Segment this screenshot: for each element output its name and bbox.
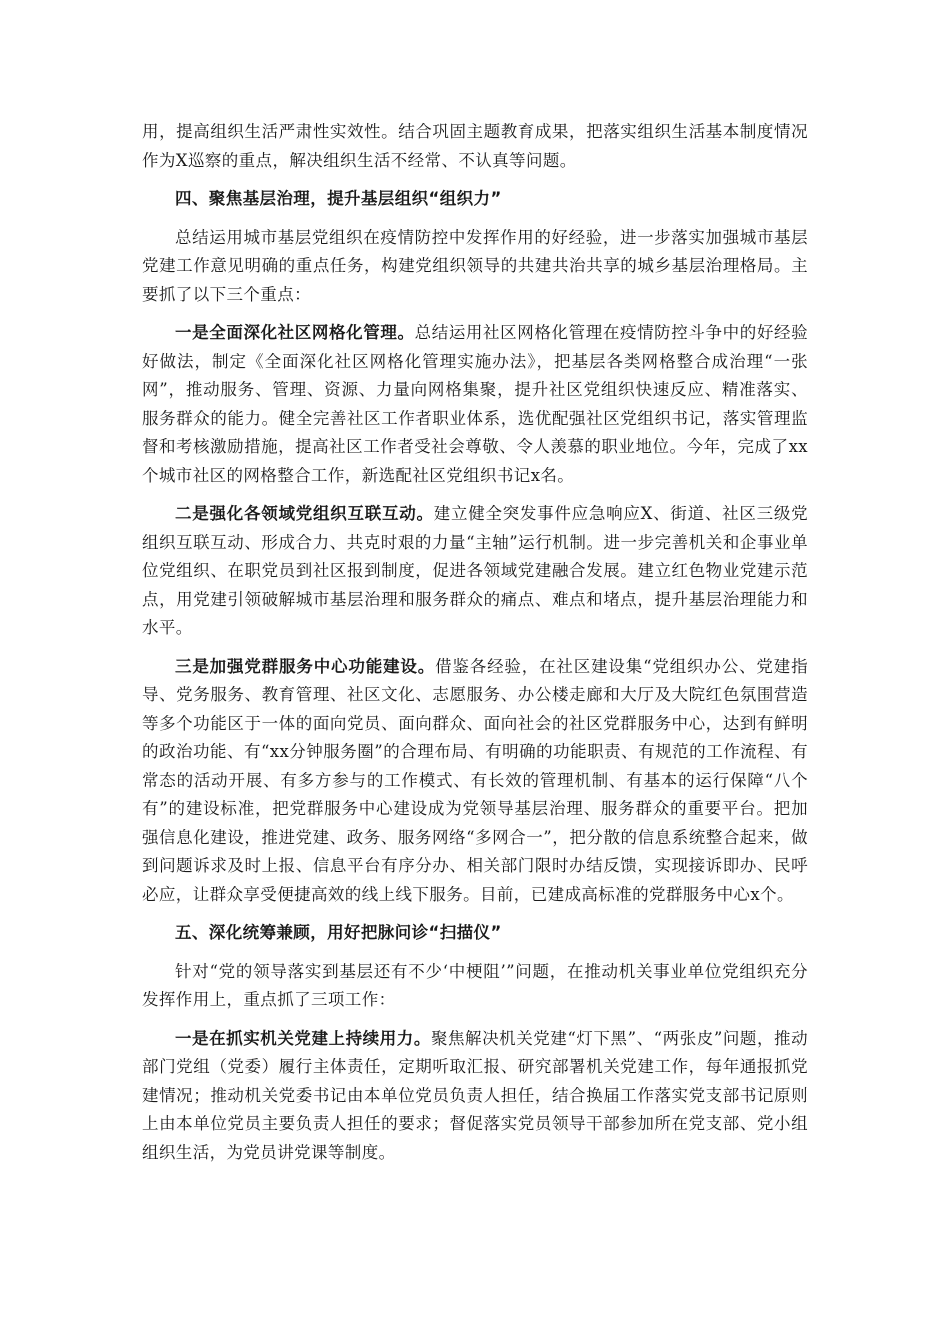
section-heading-4: 四、聚焦基层治理，提升基层组织“组织力”: [175, 189, 502, 208]
item-lead: 三是加强党群服务中心功能建设。: [175, 656, 436, 676]
section-4-item-3: [142, 653, 808, 910]
item-lead: 二是强化各领域党组织互联互动。: [175, 504, 434, 523]
item-lead: 一是全面深化社区网格化管理。: [175, 323, 415, 342]
document-body: [142, 118, 808, 1177]
section-5-item-1: [142, 1025, 808, 1168]
section-5-intro: 针对“党的领导落实到基层还有不少‘中梗阻’”问题，在推动机关事业单位党组织充分发挥作用上，重点抓了三项工作：: [142, 961, 808, 1009]
item-lead: 一是在抓实机关党建上持续用力。: [175, 1028, 431, 1048]
item-body: 总结运用社区网格化管理在疫情防控斗争中的好经验好做法，制定《全面深化社区网格化管理实施办法》，把基层各类网格整合成治理“一张网”，推动服务、管理、资源、力量向网格集聚，提升社区党组织快速反应、精准落实、服务群众的能力。健全完善社区工作者职业体系，选优配强社区党组织书记，落实管理监督和考核激励措施，提高社区工作者受社会尊敬、令人羡慕的职业地位。今年，完成了xx个城市社区的网格整合工作，新选配社区党组织书记x名。: [142, 323, 808, 485]
item-body: 借鉴各经验，在社区建设集“党组织办公、党建指导、党务服务、教育管理、社区文化、志愿服务、办公楼走廊和大厅及大院红色氛围营造等多个功能区于一体的面向党员、面向群众、面向社会的社区党群服务中心，达到有鲜明的政治功能、有“xx分钟服务圈”的合理布局、有明确的功能职责、有规范的工作流程、有常态的活动开展、有多方参与的工作模式、有长效的管理机制、有基本的运行保障“八个有”的建设标准，把党群服务中心建设成为党领导基层治理、服务群众的重要平台。把加强信息化建设，推进党建、政务、服务网络“多网合一”，把分散的信息系统整合起来，做到问题诉求及时上报、信息平台有序分办、相关部门限时办结反馈，实现接诉即办、民呼必应，让群众享受便捷高效的线上线下服务。目前，已建成高标准的党群服务中心x个。: [142, 656, 808, 904]
item-body: 建立健全突发事件应急响应X、街道、社区三级党组织互联互动、形成合力、共克时艰的力量“主轴”运行机制。进一步完善机关和企事业单位党组织、在职党员到社区报到制度，促进各领域党建融合发展。建立红色物业党建示范点，用党建引领破解城市基层治理和服务群众的痛点、难点和堵点，提升基层治理能力和水平。: [142, 504, 809, 637]
section-4-intro: 总结运用城市基层党组织在疫情防控中发挥作用的好经验，进一步落实加强城市基层党建工作意见明确的重点任务，构建党组织领导的共建共治共享的城乡基层治理格局。主要抓了以下三个重点：: [142, 227, 808, 304]
item-body: 聚焦解决机关党建“灯下黑”、“两张皮”问题，推动部门党组（党委）履行主体责任，定期听取汇报、研究部署机关党建工作，每年通报抓党建情况；推动机关党委书记由本单位党员负责人担任，结合换届工作落实党支部书记原则上由本单位党员主要负责人担任的要求；督促落实党员领导干部参加所在党支部、党小组组织生活，为党员讲党课等制度。: [142, 1028, 809, 1162]
section-4-item-2: [142, 500, 808, 643]
section-heading-5: 五、深化统筹兼顾，用好把脉问诊“扫描仪”: [175, 923, 502, 942]
paragraph-continued: 用，提高组织生活严肃性实效性。结合巩固主题教育成果，把落实组织生活基本制度情况作为X巡察的重点，解决组织生活不经常、不认真等问题。: [142, 122, 808, 170]
section-4-item-1: [142, 319, 808, 490]
